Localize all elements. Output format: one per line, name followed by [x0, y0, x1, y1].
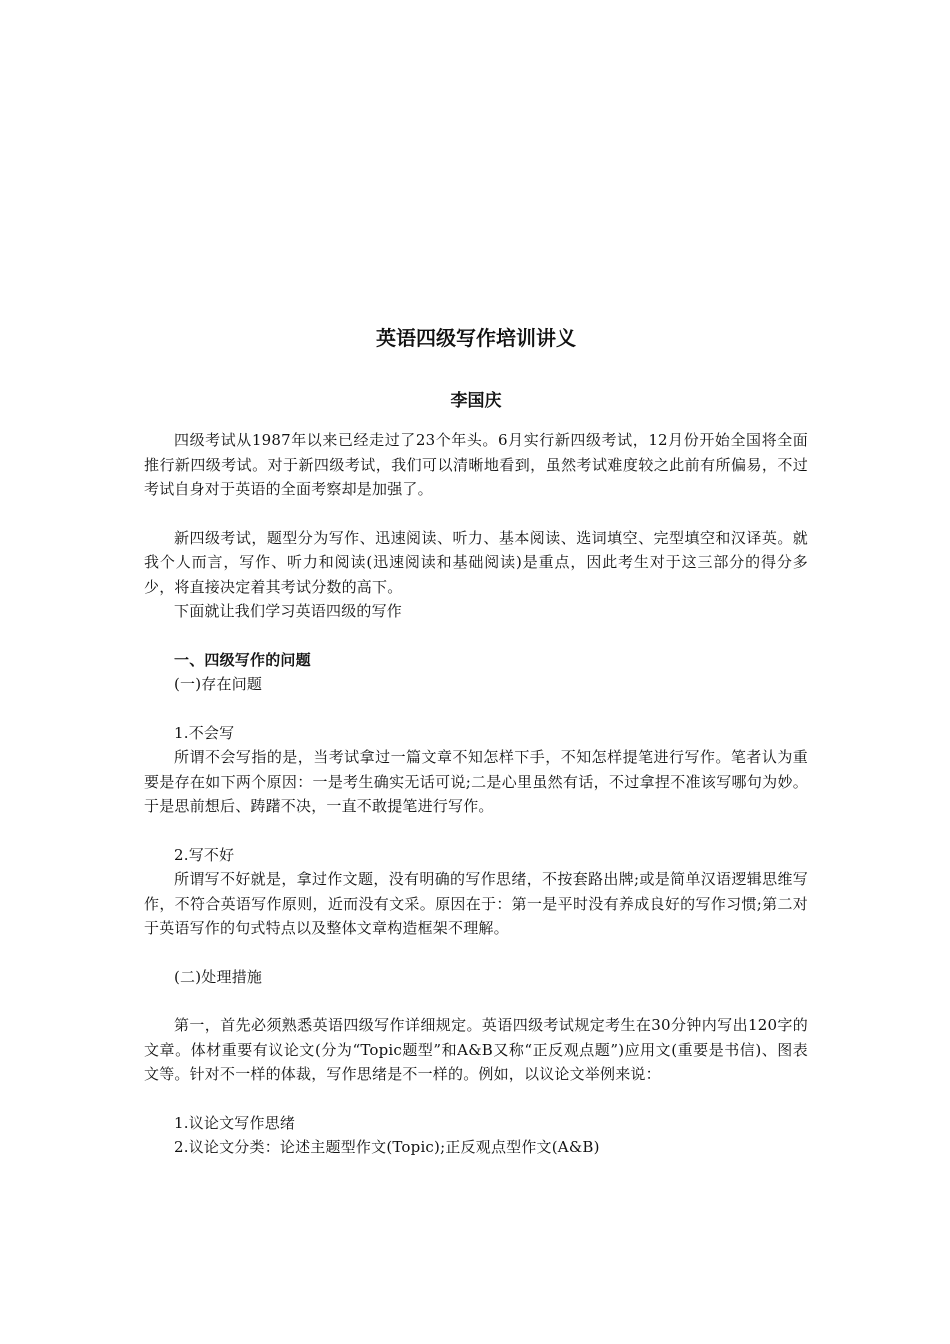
- item-body-cannot-write: 所谓不会写指的是，当考试拿过一篇文章不知怎样下手，不知怎样提笔进行写作。笔者认为重要是存在如下两个原因：一是考生确实无话可说;二是心里虽然有话，不过拿捏不准该写哪句为妙。于是思前想后、踌躇不决，一直不敢提笔进行写作。: [144, 748, 808, 815]
- section-heading-problems: 一、四级写作的问题: [174, 650, 311, 669]
- exam-format-paragraph: 新四级考试，题型分为写作、迅速阅读、听力、基本阅读、选词填空、完型填空和汉译英。就我个人而言，写作、听力和阅读(迅速阅读和基础阅读)是重点，因此考生对于这三部分的得分多少，将直接决定着其考试分数的高下。: [144, 528, 808, 596]
- document-author: 李国庆: [450, 391, 502, 411]
- item-heading-write-poorly: 2.写不好: [174, 845, 235, 864]
- list-item-essay-approach: 1.议论文写作思绪: [174, 1113, 296, 1132]
- lead-in-paragraph: 下面就让我们学习英语四级的写作: [174, 602, 403, 620]
- subsection-heading-existing-problems: (一)存在问题: [174, 675, 263, 693]
- document-body: [144, 322, 808, 1160]
- item-body-write-poorly: 所谓写不好就是，拿过作文题，没有明确的写作思绪，不按套路出牌;或是简单汉语逻辑思维写作，不符合英语写作原则，近而没有文采。原因在于：第一是平时没有养成良好的写作习惯;第二对于英语写作的句式特点以及整体文章构造框架不理解。: [144, 870, 808, 937]
- subsection-heading-measures: (二)处理措施: [174, 967, 263, 986]
- item-heading-cannot-write: 1.不会写: [174, 723, 235, 742]
- measures-paragraph: 第一，首先必须熟悉英语四级写作详细规定。英语四级考试规定考生在30分钟内写出120字的文章。体材重要有议论文(分为“Topic题型”和A&B又称“正反观点题”)应用文(重要是书信)、图表文等。针对不一样的体裁，写作思绪是不一样的。例如，以议论文举例来说：: [144, 1016, 808, 1083]
- list-item-essay-types: 2.议论文分类：论述主题型作文(Topic);正反观点型作文(A&B): [174, 1138, 600, 1156]
- document-title: 英语四级写作培训讲义: [376, 326, 576, 350]
- intro-paragraph: 四级考试从1987年以来已经走过了23个年头。6月实行新四级考试，12月份开始全国将全面推行新四级考试。对于新四级考试，我们可以清晰地看到，虽然考试难度较之此前有所偏易，不过考试自身对于英语的全面考察却是加强了。: [144, 431, 808, 498]
